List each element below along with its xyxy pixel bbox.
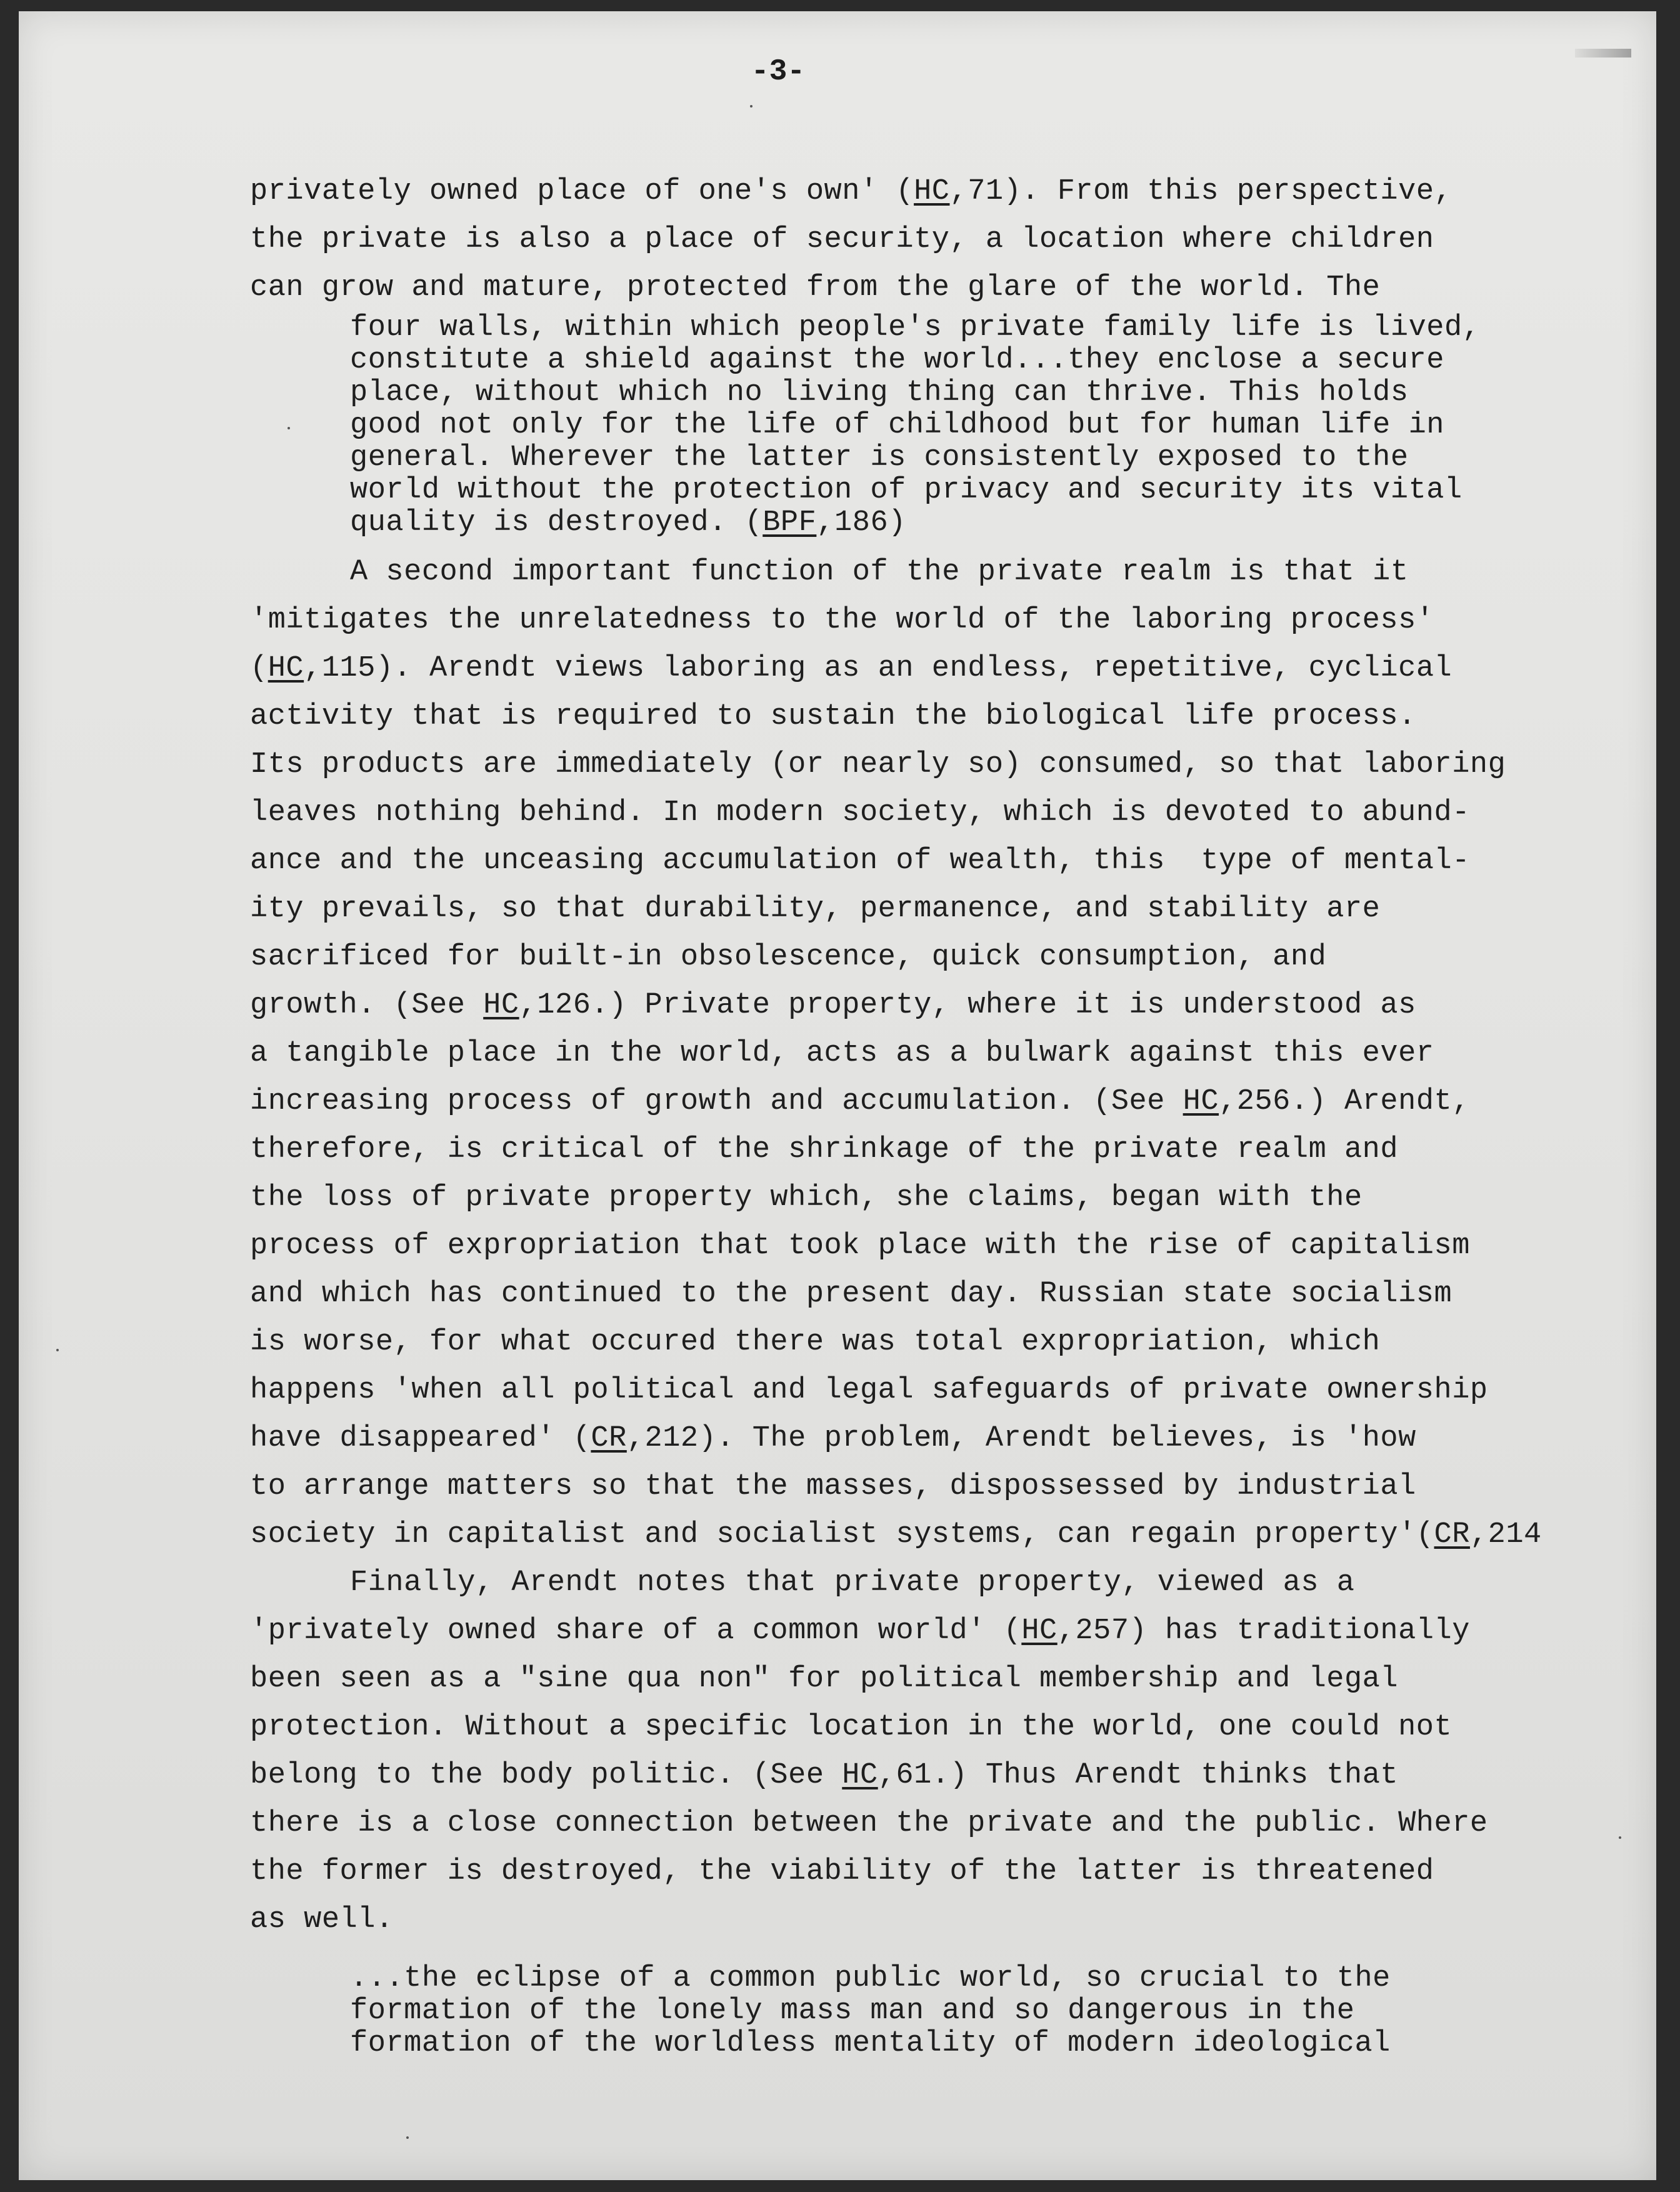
block-quote [350, 312, 1656, 539]
text-line: growth. (See HC,126.) Private property, where it is understood as [250, 989, 1416, 1022]
scan-speck [1619, 1836, 1621, 1839]
quote-line: place, without which no living thing can thrive. This holds [350, 376, 1409, 409]
text-line: there is a close connection between the private and the public. Where [250, 1807, 1488, 1840]
text-line: process of expropriation that took place with the rise of capitalism [250, 1229, 1470, 1263]
text-line: to arrange matters so that the masses, dispossessed by industrial [250, 1470, 1416, 1503]
quote-line: constitute a shield against the world...they enclose a secure [350, 344, 1444, 377]
text-line: privately owned place of one's own' (HC,71). From this perspective, [250, 175, 1452, 208]
text-line: have disappeared' (CR,212). The problem, Arendt believes, is 'how [250, 1422, 1416, 1455]
scan-speck [406, 2136, 409, 2139]
quote-line: formation of the worldless mentality of modern ideological [350, 2027, 1391, 2060]
text-line: the private is also a place of security, a location where children [250, 223, 1434, 256]
text-line: 'privately owned share of a common world' (HC,257) has traditionally [250, 1614, 1470, 1648]
document-page [19, 11, 1656, 2180]
text-line: ity prevails, so that durability, permanence, and stability are [250, 893, 1381, 926]
quote-line: good not only for the life of childhood but for human life in [350, 409, 1444, 442]
text-line: a tangible place in the world, acts as a bulwark against this ever [250, 1037, 1434, 1070]
quote-line: formation of the lonely mass man and so dangerous in the [350, 1994, 1355, 2028]
text-line: been seen as a "sine qua non" for political membership and legal [250, 1663, 1399, 1696]
text-line: is worse, for what occured there was total expropriation, which [250, 1326, 1381, 1359]
text-line: A second important function of the private realm is that it [350, 556, 1409, 589]
text-line: the loss of private property which, she claims, began with the [250, 1181, 1362, 1214]
document-body [250, 168, 1656, 2060]
text-line: ance and the unceasing accumulation of wealth, this type of mental- [250, 844, 1470, 878]
page-number: -3- [751, 55, 806, 89]
text-line: happens 'when all political and legal safeguards of private ownership [250, 1374, 1488, 1407]
block-quote [350, 1963, 1656, 2060]
scan-edge-mark [1575, 49, 1631, 58]
text-line: leaves nothing behind. In modern society, which is devoted to abund- [250, 796, 1470, 829]
text-line: belong to the body politic. (See HC,61.) Thus Arendt thinks that [250, 1759, 1399, 1792]
text-line: society in capitalist and socialist systems, can regain property'(CR,214 [250, 1518, 1542, 1551]
text-line: therefore, is critical of the shrinkage of the private realm and [250, 1133, 1399, 1166]
quote-line: general. Wherever the latter is consistently exposed to the [350, 441, 1409, 474]
quote-line: ...the eclipse of a common public world, so crucial to the [350, 1962, 1391, 1995]
text-line: Finally, Arendt notes that private property, viewed as a [350, 1566, 1355, 1599]
text-line: sacrificed for built-in obsolescence, quick consumption, and [250, 941, 1327, 974]
text-line: 'mitigates the unrelatedness to the world of the laboring process' [250, 604, 1434, 637]
text-line: Its products are immediately (or nearly so) consumed, so that laboring [250, 748, 1506, 781]
scan-speck [288, 427, 290, 429]
text-line: protection. Without a specific location in the world, one could not [250, 1711, 1452, 1744]
scan-speck [56, 1349, 59, 1351]
text-line: the former is destroyed, the viability of the latter is threatened [250, 1855, 1434, 1888]
text-line: activity that is required to sustain the biological life process. [250, 700, 1416, 733]
text-line: and which has continued to the present day. Russian state socialism [250, 1278, 1452, 1311]
quote-line: world without the protection of privacy and security its vital [350, 474, 1462, 507]
text-line: as well. [250, 1903, 394, 1936]
text-line: can grow and mature, protected from the glare of the world. The [250, 271, 1381, 304]
text-line: (HC,115). Arendt views laboring as an endless, repetitive, cyclical [250, 652, 1452, 685]
scan-speck [750, 105, 752, 108]
quote-line: quality is destroyed. (BPF,186) [350, 506, 906, 539]
text-line: increasing process of growth and accumulation. (See HC,256.) Arendt, [250, 1085, 1470, 1118]
quote-line: four walls, within which people's private family life is lived, [350, 311, 1481, 344]
